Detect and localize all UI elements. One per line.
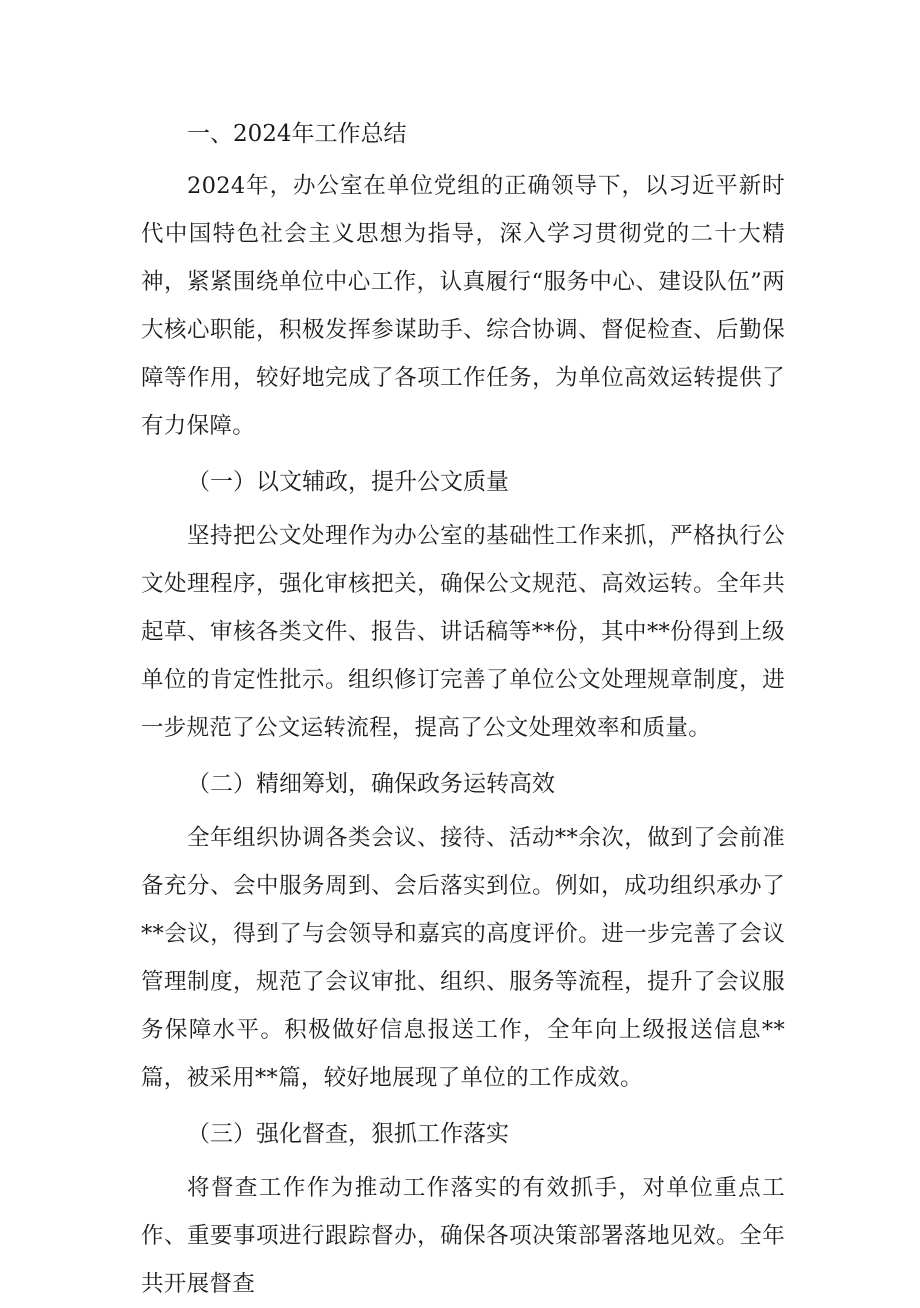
subsection-heading-2: （二）精细筹划，确保政务运转高效 (187, 771, 555, 797)
subsection-heading-1: （一）以文辅政，提升公文质量 (187, 469, 509, 495)
section-title: 一、2024年工作总结 (187, 121, 407, 147)
document-body (141, 110, 785, 1308)
subsection-heading-3: （三）强化督查，狠抓工作落实 (187, 1121, 509, 1147)
intro-paragraph: 2024年，办公室在单位党组的正确领导下，以习近平新时代中国特色社会主义思想为指导，深入学习贯彻党的二十大精神，紧紧围绕单位中心工作，认真履行“服务中心、建设队伍”两大核心职能，积极发挥参谋助手、综合协调、督促检查、后勤保障等作用，较好地完成了各项工作任务，为单位高效运转提供了有力保障。 (141, 173, 785, 439)
subsection-body-1: 坚持把公文处理作为办公室的基础性工作来抓，严格执行公文处理程序，强化审核把关，确保公文规范、高效运转。全年共起草、审核各类文件、报告、讲话稿等**份，其中**份得到上级单位的肯定性批示。组织修订完善了单位公文处理规章制度，进一步规范了公文运转流程，提高了公文处理效率和质量。 (141, 523, 785, 741)
subsection-body-3: 将督查工作作为推动工作落实的有效抓手，对单位重点工作、重要事项进行跟踪督办，确保各项决策部署落地见效。全年共开展督查 (141, 1175, 785, 1297)
subsection-body-2: 全年组织协调各类会议、接待、活动**余次，做到了会前准备充分、会中服务周到、会后落实到位。例如，成功组织承办了**会议，得到了与会领导和嘉宾的高度评价。进一步完善了会议管理制度，规范了会议审批、组织、服务等流程，提升了会议服务保障水平。积极做好信息报送工作，全年向上级报送信息**篇，被采用**篇，较好地展现了单位的工作成效。 (141, 825, 785, 1091)
